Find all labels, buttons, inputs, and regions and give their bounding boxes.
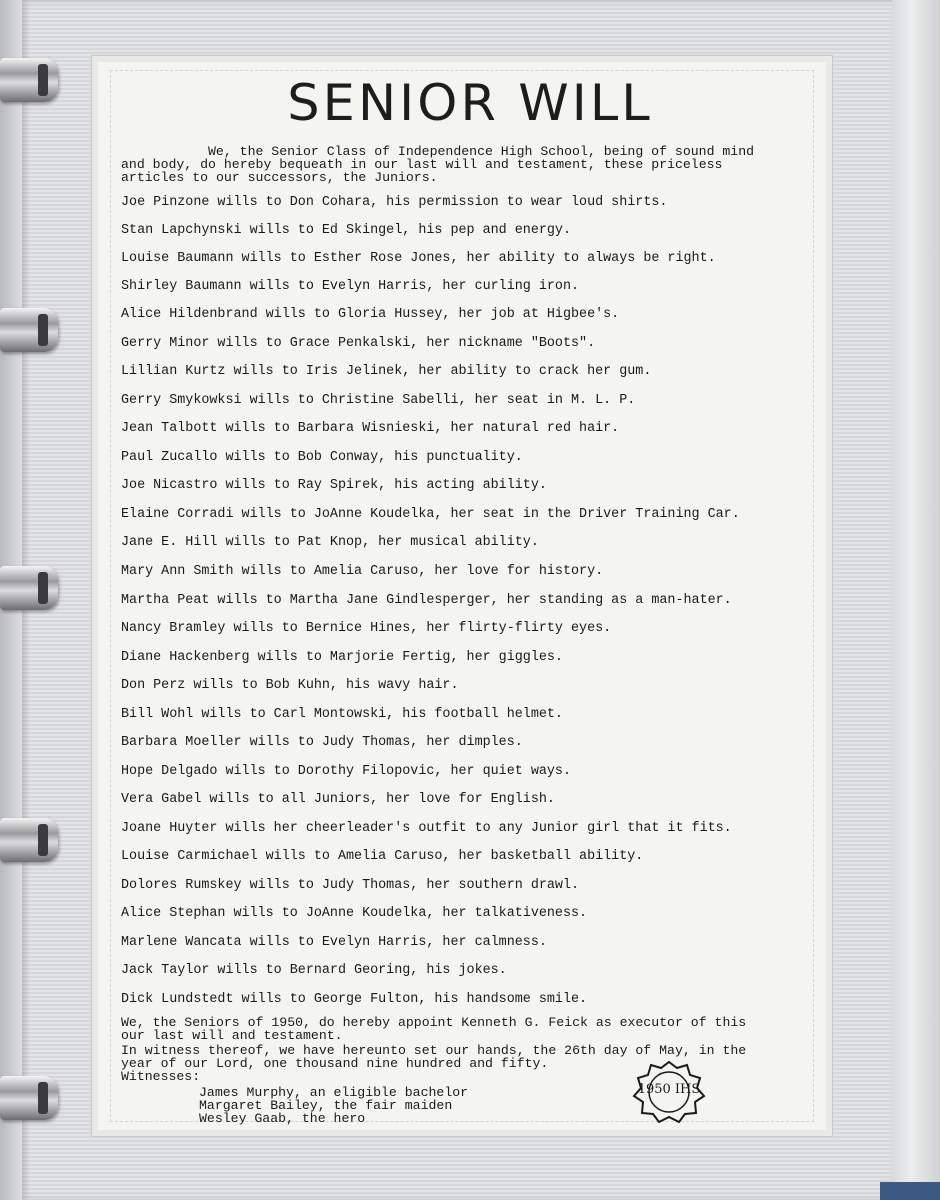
bequest-line: Louise Carmichael wills to Amelia Caruso, her basketball ability.	[121, 849, 644, 864]
bequest-line: Nancy Bramley wills to Bernice Hines, her flirty-flirty eyes.	[121, 621, 612, 636]
seal-text: 1950 IHS	[637, 1082, 701, 1097]
binder-ring	[0, 1076, 58, 1120]
bequest-line: Jack Taylor wills to Bernard Georing, his jokes.	[121, 963, 507, 978]
bequest-line: Gerry Smykowksi wills to Christine Sabelli, her seat in M. L. P.	[121, 393, 636, 408]
bequest-line: Joe Nicastro wills to Ray Spirek, his acting ability.	[121, 478, 547, 493]
bequest-line: Barbara Moeller wills to Judy Thomas, her dimples.	[121, 735, 523, 750]
binder-cover-corner	[880, 1182, 940, 1200]
bequest-line: Alice Stephan wills to JoAnne Koudelka, her talkativeness.	[121, 906, 588, 921]
bequest-line: Paul Zucallo wills to Bob Conway, his punctuality.	[121, 450, 523, 465]
witness-line: Wesley Gaab, the hero	[199, 1111, 366, 1126]
bequest-line: Elaine Corradi wills to JoAnne Koudelka, her seat in the Driver Training Car.	[121, 507, 740, 522]
bequest-line: Joe Pinzone wills to Don Cohara, his permission to wear loud shirts.	[121, 195, 668, 210]
bequest-line: Diane Hackenberg wills to Marjorie Fertig, her giggles.	[121, 650, 563, 665]
closing-line: In witness thereof, we have hereunto set our hands, the 26th day of May, in the	[121, 1043, 747, 1058]
bequest-line: Lillian Kurtz wills to Iris Jelinek, her ability to crack her gum.	[121, 364, 652, 379]
bequest-line: Louise Baumann wills to Esther Rose Jones, her ability to always be right.	[121, 251, 716, 266]
closing-line: our last will and testament.	[121, 1028, 343, 1043]
binder-ring	[0, 566, 58, 610]
witness-line: Margaret Bailey, the fair maiden	[199, 1098, 453, 1113]
witness-line: James Murphy, an eligible bachelor	[199, 1085, 469, 1100]
witnesses-label: Witnesses:	[121, 1069, 201, 1084]
intro-line: articles to our successors, the Juniors.	[121, 170, 438, 185]
bequest-line: Jane E. Hill wills to Pat Knop, her musical ability.	[121, 535, 539, 550]
bequest-line: Mary Ann Smith wills to Amelia Caruso, her love for history.	[121, 564, 604, 579]
album-page-edge	[892, 0, 940, 1200]
bequest-line: Joane Huyter wills her cheerleader's outfit to any Junior girl that it fits.	[121, 821, 732, 836]
bequest-line: Hope Delgado wills to Dorothy Filopovic, her quiet ways.	[121, 764, 571, 779]
bequest-line: Martha Peat wills to Martha Jane Gindlesperger, her standing as a man-hater.	[121, 593, 732, 608]
bequest-line: Jean Talbott wills to Barbara Wisnieski, her natural red hair.	[121, 421, 620, 436]
class-seal-1950	[632, 1060, 706, 1124]
bequest-line: Stan Lapchynski wills to Ed Skingel, his pep and energy.	[121, 223, 571, 238]
binder-ring	[0, 308, 58, 352]
bequest-line: Gerry Minor wills to Grace Penkalski, her nickname "Boots".	[121, 336, 596, 351]
intro-line: and body, do hereby bequeath in our last will and testament, these priceless	[121, 157, 723, 172]
bequest-line: Dolores Rumskey wills to Judy Thomas, her southern drawl.	[121, 878, 580, 893]
closing-line: We, the Seniors of 1950, do hereby appoint Kenneth G. Feick as executor of this	[121, 1015, 747, 1030]
intro-line: We, the Senior Class of Independence High School, being of sound mind	[208, 144, 755, 159]
bequest-line: Marlene Wancata wills to Evelyn Harris, her calmness.	[121, 935, 547, 950]
bequest-line: Alice Hildenbrand wills to Gloria Hussey, her job at Higbee's.	[121, 307, 620, 322]
page-title: SENIOR WILL	[287, 74, 653, 132]
bequest-line: Bill Wohl wills to Carl Montowski, his football helmet.	[121, 707, 563, 722]
closing-line: year of our Lord, one thousand nine hundred and fifty.	[121, 1056, 549, 1071]
bequest-line: Don Perz wills to Bob Kuhn, his wavy hair.	[121, 678, 459, 693]
bequest-line: Shirley Baumann wills to Evelyn Harris, her curling iron.	[121, 279, 580, 294]
bequest-line: Vera Gabel wills to all Juniors, her love for English.	[121, 792, 555, 807]
bequest-line: Dick Lundstedt wills to George Fulton, his handsome smile.	[121, 992, 588, 1007]
binder-ring	[0, 818, 58, 862]
